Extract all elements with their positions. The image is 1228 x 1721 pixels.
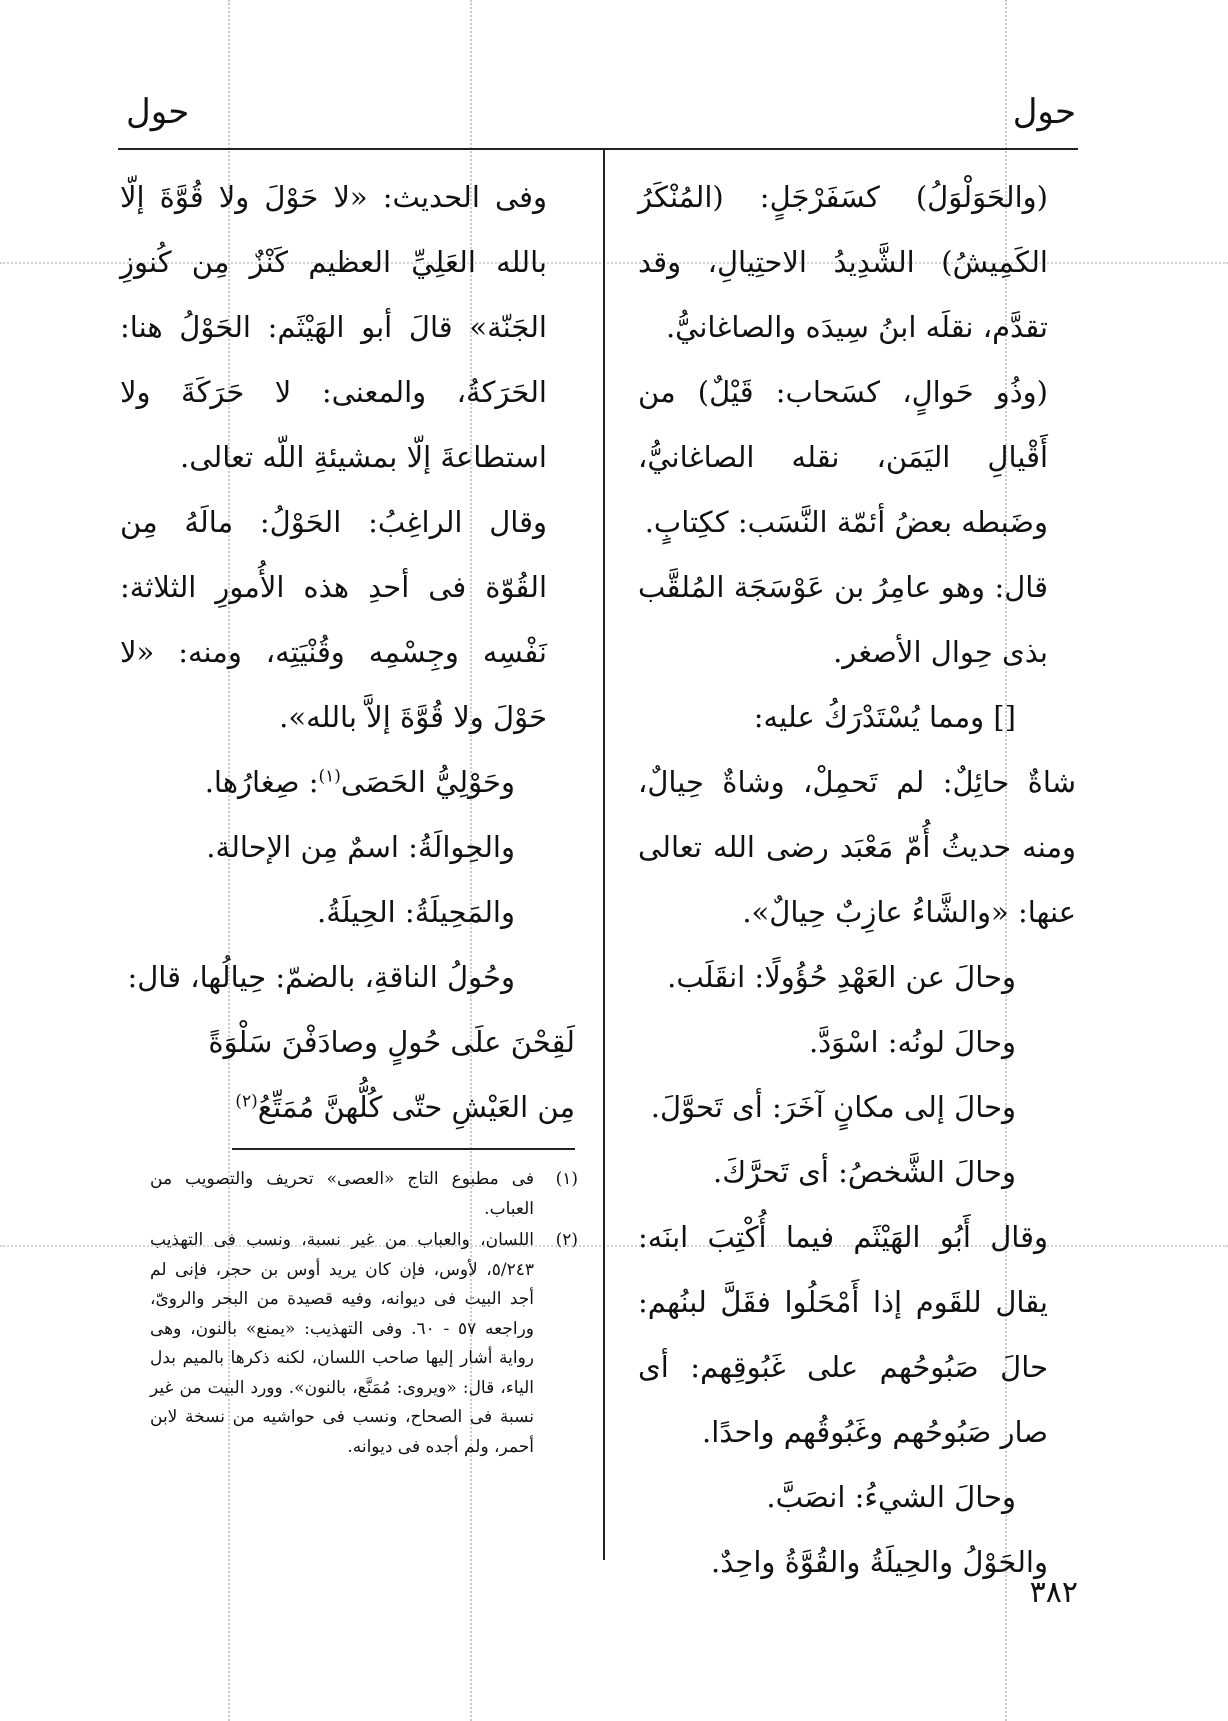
column-divider (603, 150, 605, 1560)
footnote-marker: (١) (318, 766, 341, 787)
paragraph: وفى الحديث: «لا حَوْلَ ولا قُوَّةَ إلّا بالله العَلِيِّ العظيم كَنْزٌ مِن كُنوزِ الجَنّة» قالَ أبو الهَيْثَم: الحَوْلُ هنا: الحَرَكةُ، والمعنى: لا حَرَكَةَ ولا استطاعةَ إلّا بمشيئةِ اللّه تعالى. (120, 180, 547, 474)
paragraph-text: : صِغارُها. (204, 765, 319, 799)
verse-text: مِن العَيْشِ حتّى كُلُّهنَّ مُمَتِّعُ (257, 1090, 575, 1124)
paragraph: وحالَ لونُه: اسْوَدَّ. (809, 1025, 1016, 1059)
footnote-text: فى مطبوع التاج «العصى» تحريف والتصويب من العباب. (150, 1169, 534, 1219)
running-header-left: حول (126, 92, 190, 132)
left-column (120, 165, 575, 1140)
verse-line (120, 1075, 575, 1140)
paragraph: وحالَ الشَّخصُ: أى تَحرَّكَ. (713, 1155, 1016, 1189)
paragraph: (وذُو حَوالٍ، كسَحاب: قَيْلٌ) من أَقْيالِ اليَمَن، نقله الصاغانيُّ، وضَبطه بعضُ أئمّة النَّسَب: ككِتابٍ. (638, 375, 1048, 539)
footnote-number: (١) (555, 1169, 578, 1189)
paragraph: شاةٌ حائِلٌ: لم تَحمِلْ، وشاةٌ حِيالٌ، ومنه حديثُ أُمّ مَعْبَد رضى الله تعالى عنها: «والشَّاءُ عازِبٌ حِيالٌ». (638, 765, 1076, 929)
header-rule (118, 148, 1078, 150)
footnote-rule (232, 1148, 575, 1150)
right-column (638, 165, 1076, 1595)
footnote-marker: (٢) (235, 1091, 258, 1112)
paragraph: وقال أَبُو الهَيْثَم فيما أُكْتِبَ ابنَه: يقال للقَوم إذا أَمْحَلُوا فقَلَّ لبنُهم: حالَ صَبُوحُهم على غَبُوقِهم: أى صار صَبُوحُهم وغَبُوقُهم واحدًا. (638, 1220, 1048, 1449)
paragraph-text: وحَوْلِيُّ الحَصَى (340, 765, 515, 799)
verse-line: لَقِحْنَ علَى حُولٍ وصادَفْنَ سَلْوَةً (208, 1025, 575, 1059)
page-number: ٣٨٢ (1029, 1575, 1078, 1610)
paragraph: وقال الراغِبُ: الحَوْلُ: مالَهُ مِن القُوّة فى أحدِ هذه الأُمورِ الثلاثة: نَفْسِه وجِسْمِه وقُنْيَتِه، ومنه: «لا حَوْلَ ولا قُوَّةَ إلاَّ بالله». (120, 505, 547, 734)
paragraph: وحُولُ الناقةِ، بالضمّ: حِيالُها، قال: (127, 960, 515, 994)
paragraph: وحالَ الشيءُ: انصَبَّ. (766, 1480, 1016, 1514)
paragraph: والحَوْلُ والحِيلَةُ والقُوَّةُ واحِدٌ. (710, 1545, 1048, 1579)
paragraph: وحالَ عن العَهْدِ حُؤُولًا: انقَلَب. (667, 960, 1016, 994)
paragraph: والحِوالَةُ: اسمٌ مِن الإحالة. (206, 830, 515, 864)
footnote-number: (٢) (555, 1230, 578, 1250)
paragraph: (والحَوَلْوَلُ) كسَفَرْجَلٍ: (المُنْكَرُ الكَمِيشُ) الشَّدِيدُ الاحتِيالِ، وقد تقدَّم، نقلَه ابنُ سِيدَه والصاغانيُّ. (638, 180, 1048, 344)
paragraph: والمَحِيلَةُ: الحِيلَةُ. (316, 895, 515, 929)
paragraph: قال: وهو عامِرُ بن عَوْسَجَة المُلقَّب بذى حِوال الأصغر. (638, 570, 1048, 669)
paragraph: وحالَ إلى مكانٍ آخَرَ: أى تَحوَّلَ. (650, 1090, 1016, 1124)
footnote (150, 1226, 578, 1462)
footnote (150, 1165, 578, 1224)
paragraph (120, 750, 575, 815)
running-header-right: حول (1012, 92, 1076, 132)
paragraph: [] ومما يُسْتَدْرَكُ عليه: (753, 700, 1016, 734)
footnotes (150, 1165, 578, 1464)
footnote-text: اللسان، والعباب من غير نسبة، ونسب فى التهذيب ٥/٢٤٣، لأوس، فإن كان يريد أوس بن حجر، فإنى لم أجد البيت فى ديوانه، وفيه قصيدة من البحر والروىّ، وراجعه ٥٧ - ٦٠. وفى التهذيب: «يمنع» بالنون، وهى رواية أشار إليها صاحب اللسان، لكنه ذكرها بالميم بدل الياء، قال: «ويروى: مُمَنَّع، بالنون». وورد البيت من غير نسبة فى الصحاح، ونسب فى حواشيه من نسخة لابن أحمر، ولم أجده فى ديوانه. (150, 1230, 535, 1457)
